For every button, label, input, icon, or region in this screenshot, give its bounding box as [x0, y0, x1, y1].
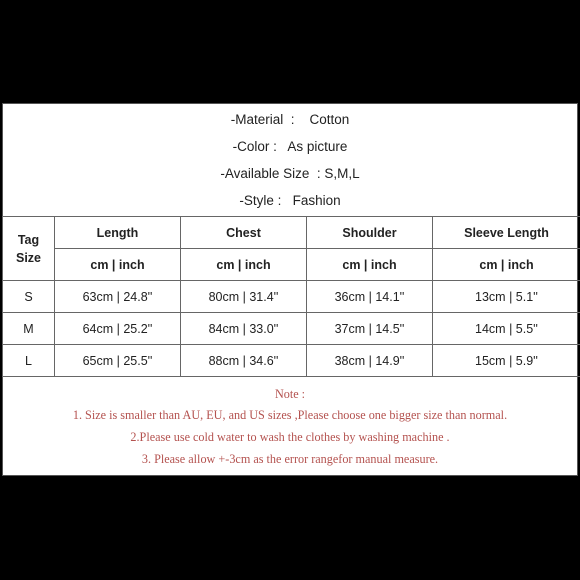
- sleeve-length-cell: 13cm | 5.1'': [433, 281, 580, 313]
- note-line-1: 1. Size is smaller than AU, EU, and US sizes ,Please choose one bigger size than normal.: [72, 408, 508, 422]
- spec-available-size: -Available Size : S,M,L: [220, 166, 360, 181]
- spec-style: -Style : Fashion: [239, 193, 341, 208]
- size-table: [2, 216, 580, 377]
- chest-cell: 88cm | 34.6'': [181, 345, 307, 377]
- column-header-chest: Chest: [181, 217, 307, 249]
- shoulder-cell: 36cm | 14.1'': [307, 281, 433, 313]
- unit-header: cm | inch: [433, 249, 580, 281]
- size-cell: S: [3, 281, 55, 313]
- unit-header: cm | inch: [307, 249, 433, 281]
- sleeve-length-cell: 15cm | 5.9'': [433, 345, 580, 377]
- table-row: [3, 281, 580, 313]
- spec-material: -Material : Cotton: [230, 112, 350, 127]
- length-cell: 64cm | 25.2'': [55, 313, 181, 345]
- size-cell: L: [3, 345, 55, 377]
- note-line-2: 2.Please use cold water to wash the clothes by washing machine .: [130, 430, 450, 444]
- tag-header-line1: Tag: [17, 232, 40, 247]
- length-cell: 65cm | 25.5'': [55, 345, 181, 377]
- column-header-sleeve-length: Sleeve Length: [433, 217, 580, 249]
- note-line-3: 3. Please allow +-3cm as the error rangefor manual measure.: [141, 452, 439, 466]
- product-specs: [3, 104, 577, 216]
- shoulder-cell: 38cm | 14.9'': [307, 345, 433, 377]
- sleeve-length-cell: 14cm | 5.5'': [433, 313, 580, 345]
- column-header-length: Length: [55, 217, 181, 249]
- chest-cell: 80cm | 31.4'': [181, 281, 307, 313]
- tag-header-line2: Size: [15, 250, 41, 265]
- tag-size-header: [3, 217, 55, 281]
- table-row: [3, 345, 580, 377]
- shoulder-cell: 37cm | 14.5'': [307, 313, 433, 345]
- length-cell: 63cm | 24.8'': [55, 281, 181, 313]
- column-header-shoulder: Shoulder: [307, 217, 433, 249]
- table-row: [3, 313, 580, 345]
- notes-title: Note :: [274, 387, 306, 401]
- unit-header: cm | inch: [55, 249, 181, 281]
- spec-color: -Color : As picture: [232, 139, 348, 154]
- chest-cell: 84cm | 33.0'': [181, 313, 307, 345]
- unit-header: cm | inch: [181, 249, 307, 281]
- size-cell: M: [3, 313, 55, 345]
- size-chart-card: [2, 103, 578, 476]
